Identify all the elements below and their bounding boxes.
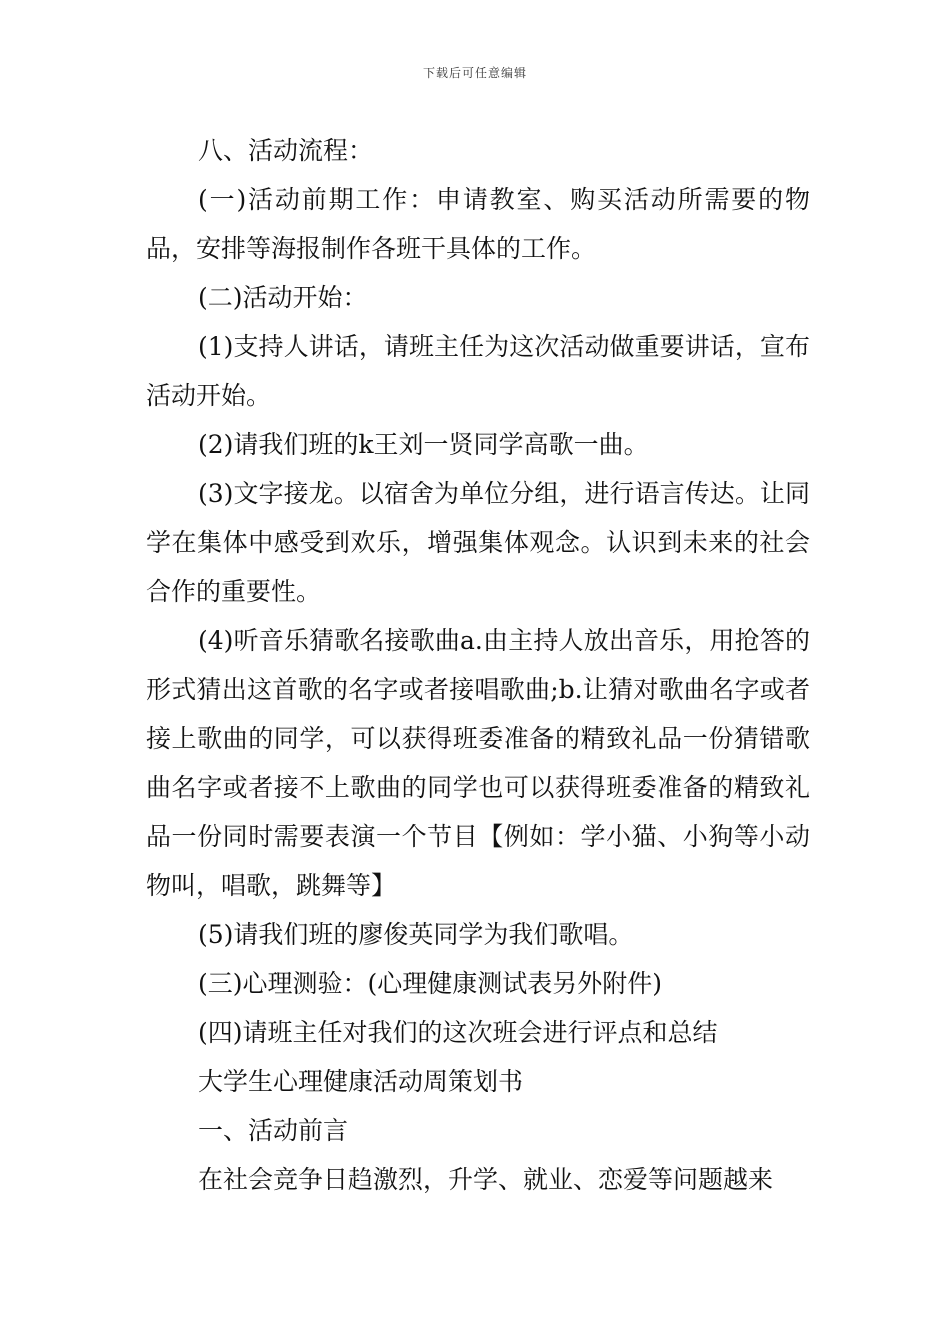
paragraph-item-1: (1)支持人讲话，请班主任为这次活动做重要讲话，宣布活动开始。 bbox=[146, 332, 810, 410]
paragraph-item-5: (5)请我们班的廖俊英同学为我们歌唱。 bbox=[198, 920, 634, 949]
paragraph-item-3: (3)文字接龙。以宿舍为单位分组，进行语言传达。让同学在集体中感受到欢乐，增强集体观念。认识到未来的社会合作的重要性。 bbox=[146, 479, 810, 606]
page-header: 下载后可任意编辑 bbox=[422, 66, 527, 80]
paragraph-section-one: 一、活动前言 bbox=[198, 1116, 349, 1145]
paragraph-preface-text: 在社会竞争日趋激烈，升学、就业、恋爱等问题越来 bbox=[198, 1165, 774, 1194]
paragraph-item-4: (4)听音乐猜歌名接歌曲a.由主持人放出音乐，用抢答的形式猜出这首歌的名字或者接唱歌曲;b.让猜对歌曲名字或者接上歌曲的同学，可以获得班委准备的精致礼品一份猜错歌曲名字或者接不上歌曲的同学也可以获得班委准备的精致礼品一份同时需要表演一个节目【例如：学小猫、小狗等小动物叫，唱歌，跳舞等】 bbox=[146, 626, 810, 900]
document-body bbox=[146, 126, 810, 1204]
paragraph-section-eight: 八、活动流程： bbox=[198, 136, 374, 165]
paragraph-summary: (四)请班主任对我们的这次班会进行评点和总结 bbox=[198, 1018, 718, 1047]
paragraph-activity-start: (二)活动开始： bbox=[198, 283, 368, 312]
paragraph-preparation: (一)活动前期工作：申请教室、购买活动所需要的物品，安排等海报制作各班干具体的工作。 bbox=[146, 185, 810, 263]
paragraph-plan-title: 大学生心理健康活动周策划书 bbox=[198, 1067, 524, 1096]
paragraph-psych-test: (三)心理测验：(心理健康测试表另外附件) bbox=[198, 969, 663, 998]
paragraph-item-2: (2)请我们班的k王刘一贤同学高歌一曲。 bbox=[198, 430, 649, 459]
